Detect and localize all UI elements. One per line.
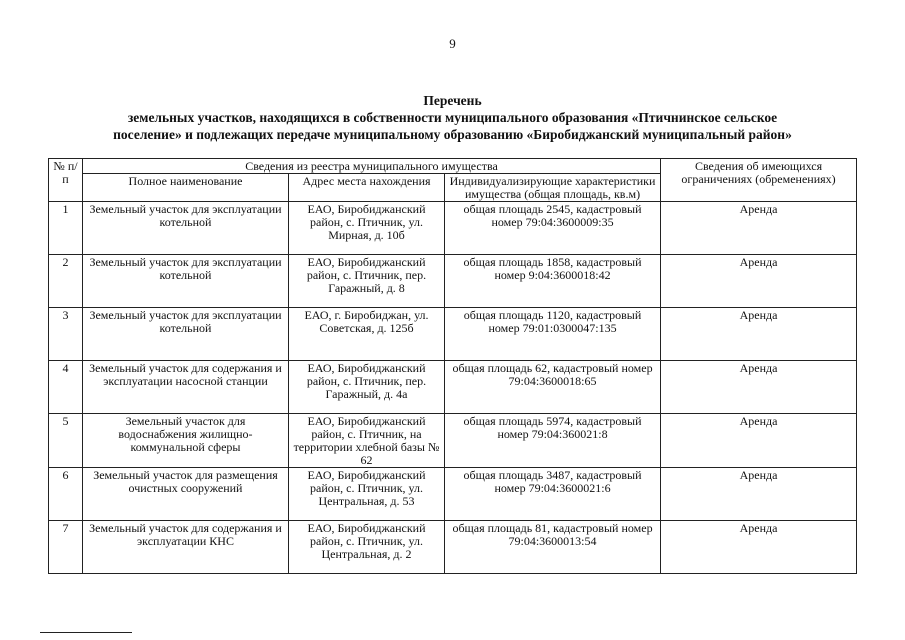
- footnote-separator: [40, 632, 132, 633]
- cell-address: ЕАО, Биробиджанский район, с. Птичник, пер. Гаражный, д. 4а: [289, 361, 445, 414]
- cell-name: Земельный участок для эксплуатации котельной: [83, 255, 289, 308]
- title-subtitle-line-1: земельных участков, находящихся в собственности муниципального образования «Птичнинское сельское: [127, 110, 778, 125]
- cell-address: ЕАО, Биробиджанский район, с. Птичник, ул. Центральная, д. 2: [289, 521, 445, 574]
- cell-name: Земельный участок для эксплуатации котельной: [83, 202, 289, 255]
- table-row: [49, 255, 857, 308]
- cell-characteristics: общая площадь 81, кадастровый номер 79:04:3600013:54: [445, 521, 661, 574]
- table-body: [49, 202, 857, 574]
- table-row: [49, 414, 857, 468]
- cell-num: 6: [49, 468, 83, 521]
- cell-characteristics: общая площадь 1858, кадастровый номер 9:04:3600018:42: [445, 255, 661, 308]
- cell-name: Земельный участок для водоснабжения жилищно-коммунальной сферы: [83, 414, 289, 468]
- cell-address: ЕАО, г. Биробиджан, ул. Советская, д. 125б: [289, 308, 445, 361]
- cell-num: 3: [49, 308, 83, 361]
- table-row: [49, 202, 857, 255]
- header-address: Адрес места нахождения: [289, 174, 445, 202]
- cell-characteristics: общая площадь 5974, кадастровый номер 79:04:360021:8: [445, 414, 661, 468]
- cell-num: 1: [49, 202, 83, 255]
- cell-num: 5: [49, 414, 83, 468]
- header-num: № п/п: [49, 159, 83, 202]
- cell-address: ЕАО, Биробиджанский район, с. Птичник, на территории хлебной базы № 62: [289, 414, 445, 468]
- cell-address: ЕАО, Биробиджанский район, с. Птичник, ул. Мирная, д. 10б: [289, 202, 445, 255]
- header-name: Полное наименование: [83, 174, 289, 202]
- cell-address: ЕАО, Биробиджанский район, с. Птичник, пер. Гаражный, д. 8: [289, 255, 445, 308]
- title-heading: Перечень: [423, 93, 482, 108]
- cell-restrictions: Аренда: [661, 361, 857, 414]
- property-table: [48, 158, 857, 574]
- page-number: 9: [449, 36, 456, 51]
- cell-restrictions: Аренда: [661, 202, 857, 255]
- cell-restrictions: Аренда: [661, 414, 857, 468]
- table-row: [49, 521, 857, 574]
- cell-restrictions: Аренда: [661, 468, 857, 521]
- cell-num: 4: [49, 361, 83, 414]
- header-registry-group: Сведения из реестра муниципального имущества: [83, 159, 661, 174]
- cell-name: Земельный участок для размещения очистных сооружений: [83, 468, 289, 521]
- cell-characteristics: общая площадь 62, кадастровый номер 79:04:3600018:65: [445, 361, 661, 414]
- header-restrictions: Сведения об имеющихся ограничениях (обременениях): [661, 159, 857, 202]
- table-row: [49, 361, 857, 414]
- cell-restrictions: Аренда: [661, 255, 857, 308]
- table-row: [49, 308, 857, 361]
- document-title: [40, 92, 865, 143]
- cell-characteristics: общая площадь 2545, кадастровый номер 79:04:3600009:35: [445, 202, 661, 255]
- cell-restrictions: Аренда: [661, 308, 857, 361]
- table-header: [49, 159, 857, 202]
- cell-name: Земельный участок для эксплуатации котельной: [83, 308, 289, 361]
- title-subtitle-line-2: поселение» и подлежащих передаче муниципальному образованию «Биробиджанский муниципальный район»: [113, 127, 792, 142]
- cell-characteristics: общая площадь 3487, кадастровый номер 79:04:3600021:6: [445, 468, 661, 521]
- cell-characteristics: общая площадь 1120, кадастровый номер 79:01:0300047:135: [445, 308, 661, 361]
- header-characteristics: Индивидуализирующие характеристики имущества (общая площадь, кв.м): [445, 174, 661, 202]
- cell-name: Земельный участок для содержания и эксплуатации насосной станции: [83, 361, 289, 414]
- cell-num: 7: [49, 521, 83, 574]
- cell-address: ЕАО, Биробиджанский район, с. Птичник, ул. Центральная, д. 53: [289, 468, 445, 521]
- table-row: [49, 468, 857, 521]
- cell-num: 2: [49, 255, 83, 308]
- cell-restrictions: Аренда: [661, 521, 857, 574]
- cell-name: Земельный участок для содержания и эксплуатации КНС: [83, 521, 289, 574]
